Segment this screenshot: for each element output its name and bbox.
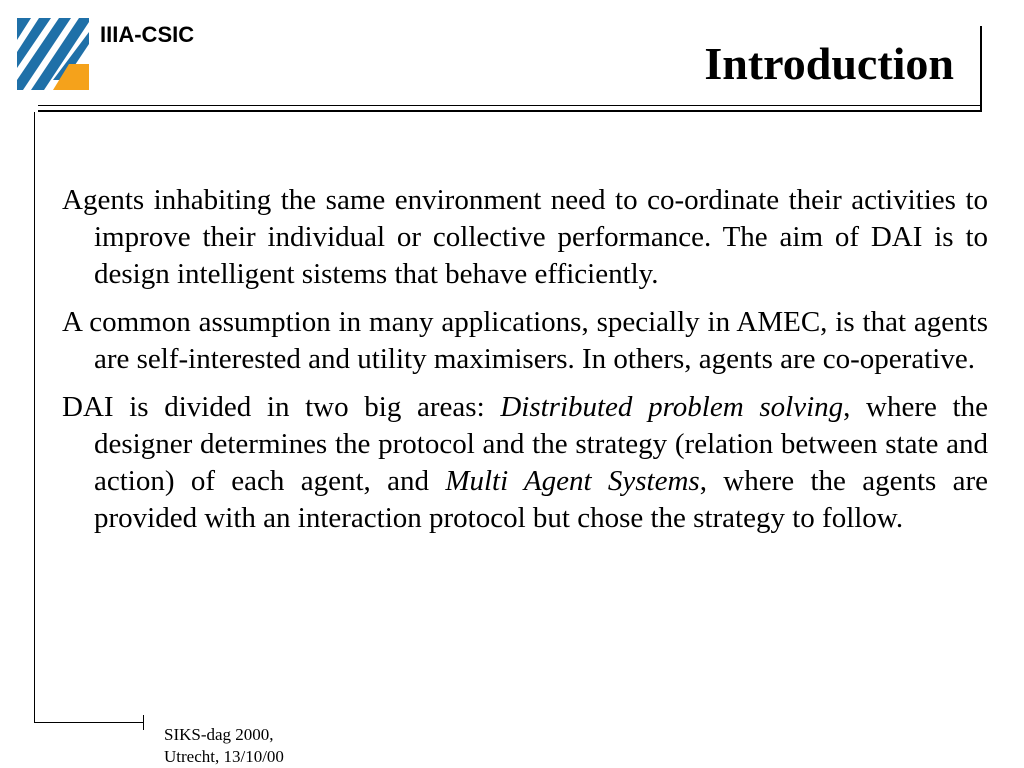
organization-name: IIIA-CSIC <box>100 22 195 47</box>
header-right-divider <box>980 26 982 110</box>
header-rule <box>38 105 982 106</box>
dai-areas-text-2: , where the designer determines the protocol and the strategy (relation between state and action) of each agent, and <box>94 391 988 497</box>
header-rule-thick <box>38 110 982 112</box>
footer-rule-tick <box>143 715 144 730</box>
paragraph-assumption: A common assumption in many applications, specially in AMEC, is that agents are self-interested and utility maximisers. In others, agents are co-operative. <box>62 306 988 375</box>
term-distributed-problem-solving: Distributed problem solving <box>500 391 844 423</box>
footer <box>164 724 284 768</box>
footer-event: SIKS-dag 2000, <box>164 725 274 744</box>
paragraph-coordination: Agents inhabiting the same environment need to co-ordinate their activities to improve their individual or collective performance. The aim of DAI is to design intelligent sistems that behave efficiently. <box>62 184 988 290</box>
term-multi-agent-systems: Multi Agent Systems <box>445 465 700 497</box>
dai-areas-text-1: DAI is divided in two big areas: <box>62 391 501 423</box>
left-frame-line <box>34 112 35 723</box>
paragraph-dai-areas <box>62 389 988 537</box>
footer-rule <box>34 722 144 723</box>
iiia-logo-icon <box>17 18 89 90</box>
slide-title: Introduction <box>704 38 954 89</box>
slide-body <box>62 182 988 548</box>
dai-areas-text-3: , where the agents are provided with an interaction protocol but chose the strategy to follow. <box>94 465 988 534</box>
footer-place-date: Utrecht, 13/10/00 <box>164 747 284 766</box>
